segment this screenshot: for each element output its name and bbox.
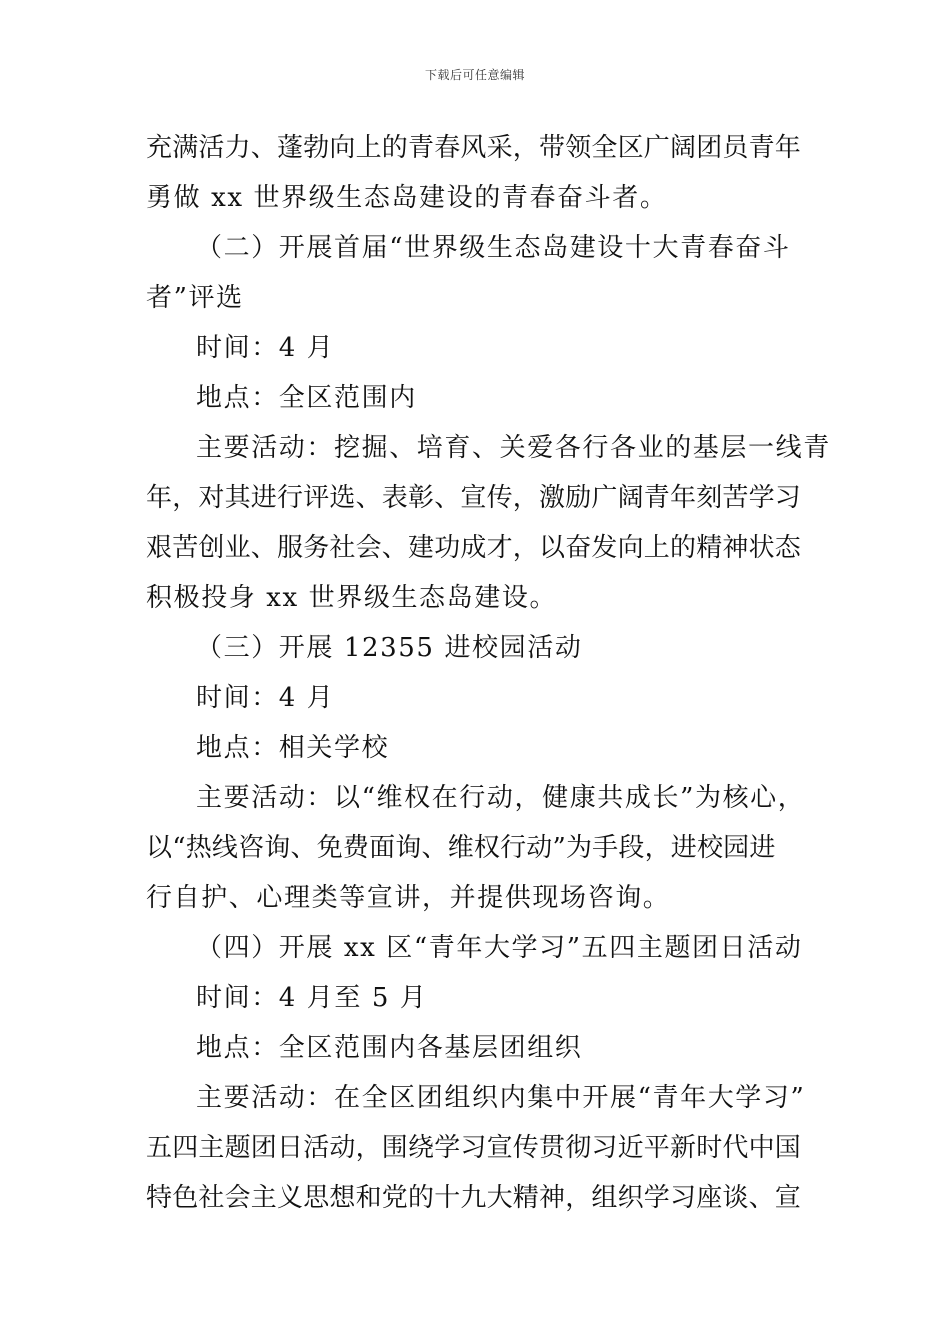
paragraph-line: 勇做 xx 世界级生态岛建设的青春奋斗者。: [146, 183, 668, 213]
paragraph-line: 主要活动：以“维权在行动，健康共成长”为核心，: [196, 783, 806, 813]
page-header: 下载后可任意编辑: [424, 68, 525, 82]
paragraph-line: 五四主题团日活动，围绕学习宣传贯彻习近平新时代中国: [146, 1133, 802, 1163]
paragraph-line: 主要活动：挖掘、培育、关爱各行各业的基层一线青: [196, 433, 831, 463]
time-line: 时间：4 月: [196, 333, 335, 363]
paragraph-line: 主要活动：在全区团组织内集中开展“青年大学习”: [196, 1083, 806, 1113]
location-line: 地点：全区范围内各基层团组织: [196, 1033, 583, 1063]
paragraph-line: 积极投身 xx 世界级生态岛建设。: [146, 583, 558, 613]
paragraph-line: 以“热线咨询、免费面询、维权行动”为手段，进校园进: [146, 833, 776, 863]
location-line: 地点：全区范围内: [196, 383, 417, 413]
paragraph-line: 充满活力、蓬勃向上的青春风采，带领全区广阔团员青年: [146, 133, 802, 163]
section-heading: （二）开展首届“世界级生态岛建设十大青春奋斗: [196, 233, 791, 263]
paragraph-line: 特色社会主义思想和党的十九大精神，组织学习座谈、宣: [146, 1183, 802, 1213]
time-line: 时间：4 月至 5 月: [196, 983, 428, 1013]
section-heading: （三）开展 12355 进校园活动: [196, 633, 583, 663]
time-line: 时间：4 月: [196, 683, 335, 713]
paragraph-line: 艰苦创业、服务社会、建功成才，以奋发向上的精神状态: [146, 533, 802, 563]
location-line: 地点：相关学校: [196, 733, 390, 763]
paragraph-line: 年，对其进行评选、表彰、宣传，激励广阔青年刻苦学习: [146, 483, 802, 513]
section-heading: （四）开展 xx 区“青年大学习”五四主题团日活动: [196, 933, 803, 963]
section-heading-continued: 者”评选: [146, 283, 244, 313]
paragraph-line: 行自护、心理类等宣讲，并提供现场咨询。: [146, 883, 671, 913]
